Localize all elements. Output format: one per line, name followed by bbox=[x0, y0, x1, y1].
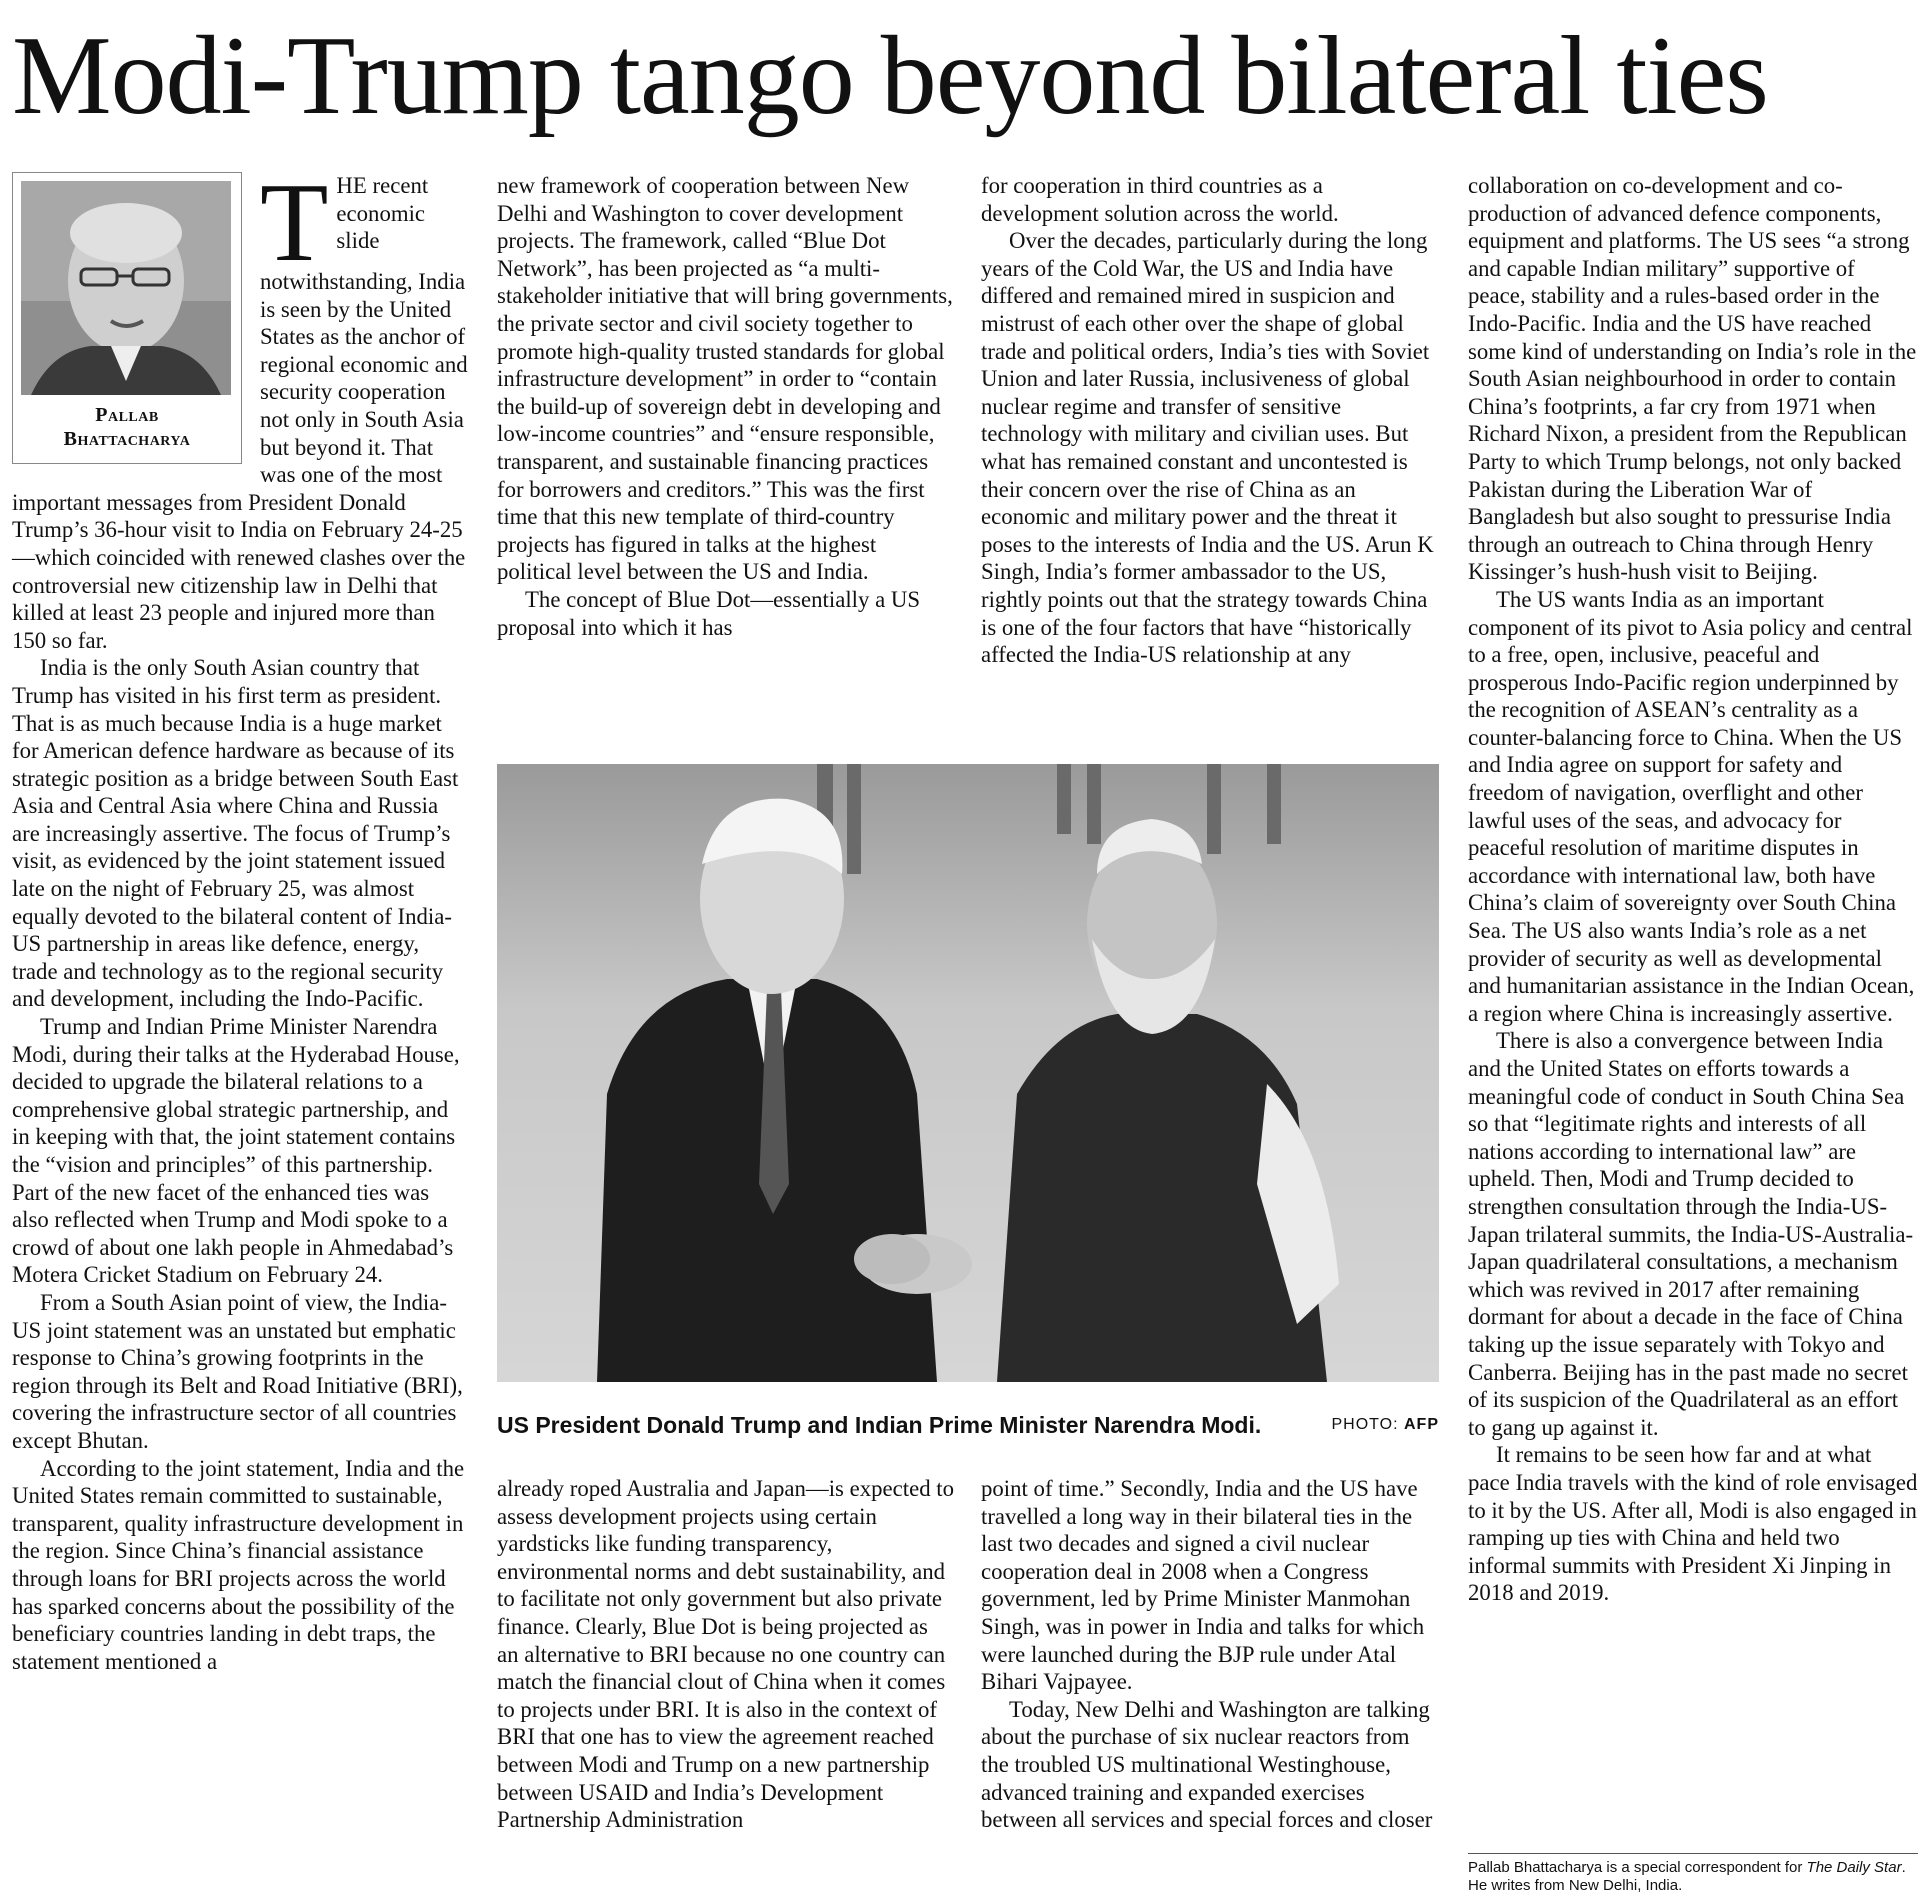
author-footnote bbox=[1468, 1853, 1918, 1895]
photo-caption bbox=[497, 1410, 1439, 1450]
col3-bottom-para-1: point of time.” Secondly, India and the US have travelled a long way in their bilateral ties in the last two decades and signed a civil nuclear cooperation deal in 2008 when a Congress government, led by Prime Minister Manmohan Singh, was in power in India and talks for which were launched during the BJP rule under Atal Bihari Vajpayee. bbox=[981, 1476, 1425, 1695]
footnote-text-end: . He writes from New Delhi, India. bbox=[1468, 1859, 1906, 1894]
dropcap: T bbox=[260, 161, 329, 285]
author-box bbox=[12, 172, 242, 464]
col1-para-3: Trump and Indian Prime Minister Narendra Modi, during their talks at the Hyderabad House, decided to upgrade the bilateral relations to a comprehensive global strategic partnership, and in keeping with that, the joint statement contains the “vision and principles” of this partnership. Part of the new facet of the enhanced ties was also reflected when Trump and Modi spoke to a crowd of about one lakh people in Ahmedabad’s Motera Cricket Stadium on February 24. bbox=[12, 1014, 460, 1288]
column-3-bottom bbox=[981, 1475, 1439, 1834]
footnote-publication: The Daily Star bbox=[1806, 1859, 1902, 1876]
column-1 bbox=[12, 161, 470, 1675]
col1-para-2: India is the only South Asian country that Trump has visited in his first term as president. That is as much because India is a huge market for American defence hardware as because of its strategic position as a bridge between South East Asia and Central Asia where China and Russia are increasingly assertive. The focus of Trump’s visit, as evidenced by the joint statement issued late on the night of February 25, was almost equally devoted to the bilateral content of India-US partnership in areas like defence, energy, trade and technology as to the regional security and development, including the Indo-Pacific. bbox=[12, 655, 459, 1012]
col2-top-para-2: The concept of Blue Dot—essentially a US proposal into which it has bbox=[497, 586, 921, 640]
photo-credit-label: PHOTO: bbox=[1331, 1416, 1399, 1433]
column-3-top bbox=[981, 172, 1439, 669]
col4-para-1: collaboration on co-development and co-production of advanced defence components, equipment and platforms. The US sees “a strong and capable Indian military” supportive of peace, stability and a rules-based order in the Indo-Pacific. India and the US have reached some kind of understanding on India’s role in the South Asian neighbourhood in order to contain China’s footprints, a far cry from 1971 when Richard Nixon, a president from the Republican Party to which Trump belongs, not only backed Pakistan during the Liberation War of Bangladesh but also sought to pressurise India through an outreach to China through Henry Kissinger’s hush-hush visit to Beijing. bbox=[1468, 173, 1917, 585]
col4-para-3: There is also a convergence between India and the United States on efforts towards a meaningful code of conduct in South China Sea so that “legitimate rights and interests of all nations according to international law” are upheld. Then, Modi and Trump decided to strengthen consultation through the India-US-Japan trilateral summits, the India-US-Australia-Japan quadrilateral consultations, a mechanism which was revived in 2017 after remaining dormant for about a decade in the face of China taking up the issue separately with Tokyo and Canberra. Beijing has in the past made no secret of its suspicion of the Quadrilateral as an effort to gang up against it. bbox=[1468, 1028, 1914, 1440]
col3-bottom-para-2: Today, New Delhi and Washington are talking about the purchase of six nuclear reactors from the troubled US multinational Westinghouse, advanced training and expanded exercises between all services and special forces and closer bbox=[981, 1696, 1433, 1833]
headline: Modi-Trump tango beyond bilateral ties bbox=[12, 14, 1768, 138]
author-photo bbox=[21, 181, 231, 395]
col3-top-para-1: for cooperation in third countries as a development solution across the world. bbox=[981, 173, 1339, 226]
col1-para-1-text: HE recent economic slide notwithstanding, India is seen by the United States as the anchor of regional economic and security cooperation not only in South Asia but beyond it. That was one of the most important messages from President Donald Trump’s 36-hour visit to India on February 24-25—which coincided with renewed clashes over the controversial new citizenship law in Delhi that killed at least 23 people and injured more than 150 so far. bbox=[12, 173, 468, 653]
caption-text: US President Donald Trump and Indian Prime Minister Narendra Modi. bbox=[497, 1412, 1262, 1438]
author-last-name: Bhattacharya bbox=[63, 428, 191, 450]
col2-top-para-1: new framework of cooperation between New Delhi and Washington to cover development projects. The framework, called “Blue Dot Network”, has been projected as “a multi-stakeholder initiative that will bring governments, the private sector and civil society together to promote high-quality trusted standards for global infrastructure development” in order to “contain the build-up of sovereign debt in developing and low-income countries” and “ensure responsible, transparent, and sustainable financing practices for borrowers and creditors.” This was the first time that this new template of third-country projects has figured in talks at the highest political level between the US and India. bbox=[497, 173, 953, 585]
author-first-name: Pallab bbox=[95, 404, 159, 426]
author-name bbox=[13, 403, 241, 451]
col1-para-5: According to the joint statement, India and the United States remain committed to sustainable, transparent, quality infrastructure development in the region. Since China’s financial assistance through loans for BRI projects across the world has sparked concerns about the possibility of the beneficiary countries landing in debt traps, the statement mentioned a bbox=[12, 1455, 465, 1674]
photo-credit-source: AFP bbox=[1404, 1416, 1439, 1433]
column-2-top bbox=[497, 172, 955, 641]
col2-bottom-para-1: already roped Australia and Japan—is expected to assess development projects using certain yardsticks like funding transparency, environmental norms and debt sustainability, and to facilitate not only government but also private finance. Clearly, Blue Dot is being projected as an alternative to BRI because no one country can match the financial clout of China when it comes to projects under BRI. It is also in the context of BRI that one has to view the agreement reached between Modi and Trump on a new partnership between USAID and India’s Development Partnership Administration bbox=[497, 1476, 955, 1833]
news-photo bbox=[497, 764, 1439, 1382]
col3-top-para-2: Over the decades, particularly during the long years of the Cold War, the US and India have differed and remained mired in suspicion and mistrust of each other over the shape of global trade and political orders, India’s ties with Soviet Union and later Russia, inclusiveness of global nuclear regime and transfer of sensitive technology with military and civilian uses. But what has remained constant and uncontested is their concern over the rise of China as an economic and military power and the threat it poses to the interests of India and the US. Arun K Singh, India’s former ambassador to the US, rightly points out that the strategy towards China is one of the four factors that have “historically affected the India-US relationship at any bbox=[981, 228, 1434, 668]
col1-para-4: From a South Asian point of view, the India-US joint statement was an unstated but emphatic response to China’s growing footprints in the region through its Belt and Road Initiative (BRI), covering the infrastructure sector of all countries except Bhutan. bbox=[12, 1289, 463, 1453]
column-4 bbox=[1468, 172, 1918, 1607]
col4-para-4: It remains to be seen how far and at what pace India travels with the kind of role envisaged to it by the US. After all, Modi is also engaged in ramping up ties with China and held two informal summits with President Xi Jinping in 2018 and 2019. bbox=[1468, 1442, 1918, 1606]
photo-credit bbox=[1332, 1412, 1440, 1438]
col4-para-2: The US wants India as an important component of its pivot to Asia policy and central to a free, open, inclusive, peaceful and prosperous Indo-Pacific region underpinned by the recognition of ASEAN’s centrality as a counter-balancing force to China. When the US and India agree on support for safety and freedom of navigation, overflight and other lawful uses of the seas, and advocacy for peaceful resolution of maritime disputes in accordance with international law, both have China’s claim of sovereignty over South China Sea. The US also wants India’s role as a net provider of security as well as developmental and humanitarian assistance in the Indian Ocean, a region where China is increasingly assertive. bbox=[1468, 586, 1915, 1026]
column-2-bottom bbox=[497, 1475, 955, 1834]
footnote-text-start: Pallab Bhattacharya is a special correspondent for bbox=[1468, 1859, 1807, 1876]
